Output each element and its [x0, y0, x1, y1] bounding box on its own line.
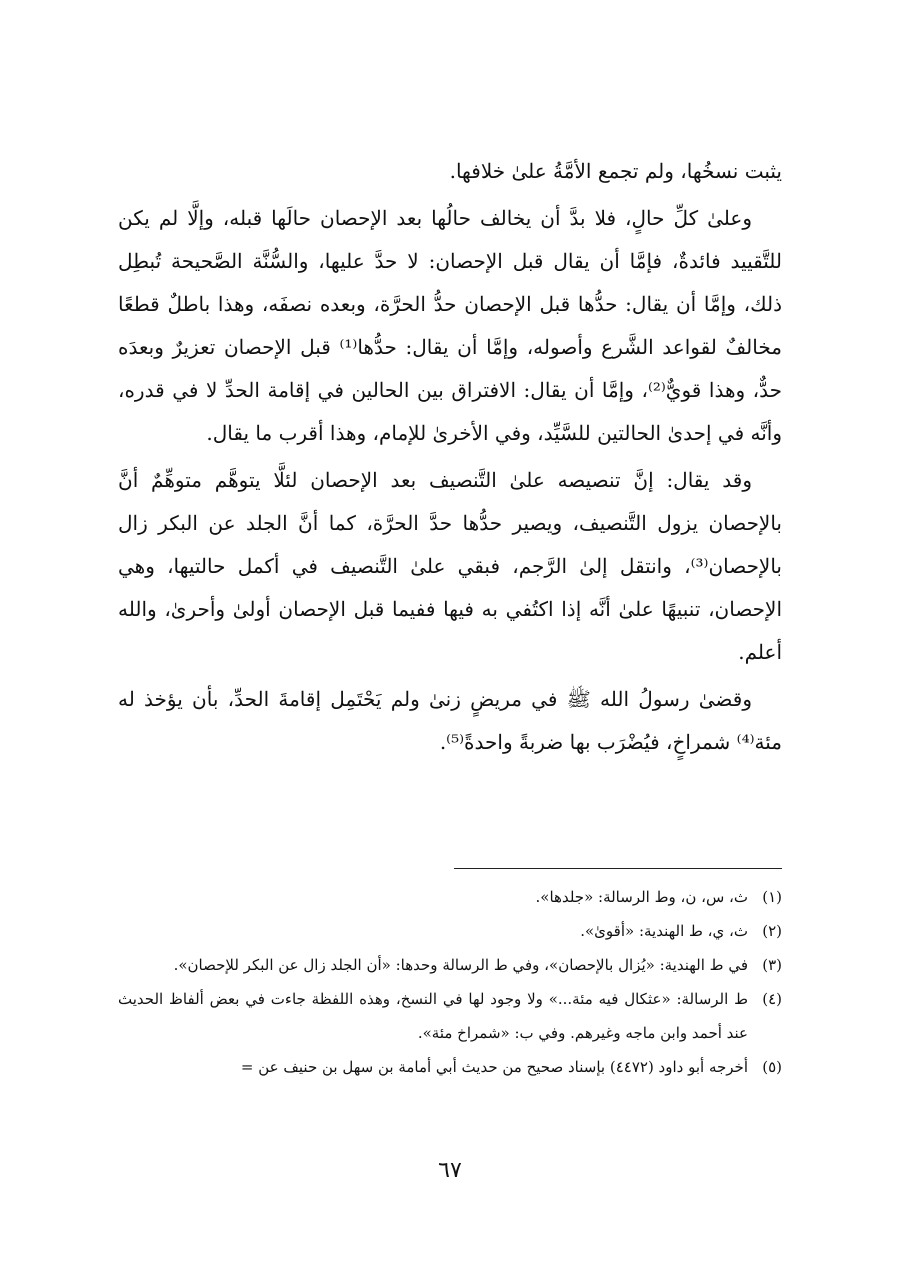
footnote-number: (١) [762, 888, 782, 906]
main-text [118, 150, 782, 764]
page-number: ٦٧ [438, 1158, 462, 1183]
footnote-number: (٣) [762, 956, 782, 974]
paragraph-4: وقضىٰ رسولُ الله ﷺ في مريضٍ زنىٰ ولم يَحْتَمِل إقامةَ الحدِّ، بأن يؤخذ له مئة⁽⁴⁾ شمراخٍ، فيُضْرَب بها ضربةً واحدةً⁽⁵⁾. [118, 687, 782, 754]
paragraph-1: يثبت نسخُها، ولم تجمع الأمَّةُ علىٰ خلافها. [449, 159, 782, 183]
footnote-3 [118, 948, 782, 982]
footnotes [118, 880, 782, 1084]
footnote-number: (٢) [762, 922, 782, 940]
footnote-text: ط الرسالة: «عثكال فيه مئة...» ولا وجود لها في النسخ، وهذه اللفظة جاءت في بعض ألفاظ الحديث عند أحمد وابن ماجه وغيرهم. وفي ب: «شمراخ مئة». [118, 990, 748, 1042]
footnote-number: (٤) [762, 990, 782, 1008]
footnote-text: في ط الهندية: «يُزال بالإحصان»، وفي ط الرسالة وحدها: «أن الجلد زال عن البكر للإحصان». [173, 956, 748, 974]
footnote-5 [118, 1050, 782, 1084]
footnote-text: أخرجه أبو داود (٤٤٧٢) بإسناد صحيح من حديث أبي أمامة بن سهل بن حنيف عن = [240, 1058, 748, 1076]
footnote-1 [118, 880, 782, 914]
footnote-text: ث، س، ن، وط الرسالة: «جلدها». [535, 888, 748, 906]
footnote-4 [118, 982, 782, 1050]
footnote-text: ث، ي، ط الهندية: «أقوىٰ». [580, 922, 748, 940]
paragraph-2: وعلىٰ كلِّ حالٍ، فلا بدَّ أن يخالف حالُها بعد الإحصان حالَها قبله، وإلَّا لم يكن للتَّقييد فائدةٌ، فإمَّا أن يقال قبل الإحصان: لا حدَّ عليها، والسُّنَّة الصَّحيحة تُبطِل ذلك، وإمَّا أن يقال: حدُّها قبل الإحصان حدُّ الحرَّة، وبعده نصفَه، وهذا باطلٌ قطعًا مخالفٌ لقواعد الشَّرع وأصوله، وإمَّا أن يقال: حدُّها⁽¹⁾ قبل الإحصان تعزيرٌ وبعدَه حدٌّ، وهذا قويٌّ⁽²⁾، وإمَّا أن يقال: الافتراق بين الحالين في إقامة الحدِّ لا في قدره، وأنَّه في إحدىٰ الحالتين للسَّيِّد، وفي الأخرىٰ للإمام، وهذا أقرب ما يقال. [118, 206, 782, 445]
paragraph-3: وقد يقال: إنَّ تنصيصه علىٰ التَّنصيف بعد الإحصان لئلَّا يتوهَّم متوهِّمٌ أنَّ بالإحصان يزول التَّنصيف، ويصير حدُّها حدَّ الحرَّة، كما أنَّ الجلد عن البكر زال بالإحصان⁽³⁾، وانتقل إلىٰ الرَّجم، فبقي علىٰ التَّنصيف في أكمل حالتيها، وهي الإحصان، تنبيهًا علىٰ أنَّه إذا اكتُفي به فيها ففيما قبل الإحصان أولىٰ وأحرىٰ، والله أعلم. [118, 468, 782, 664]
footnote-divider [454, 868, 782, 869]
footnote-2 [118, 914, 782, 948]
footnote-number: (٥) [762, 1058, 782, 1076]
